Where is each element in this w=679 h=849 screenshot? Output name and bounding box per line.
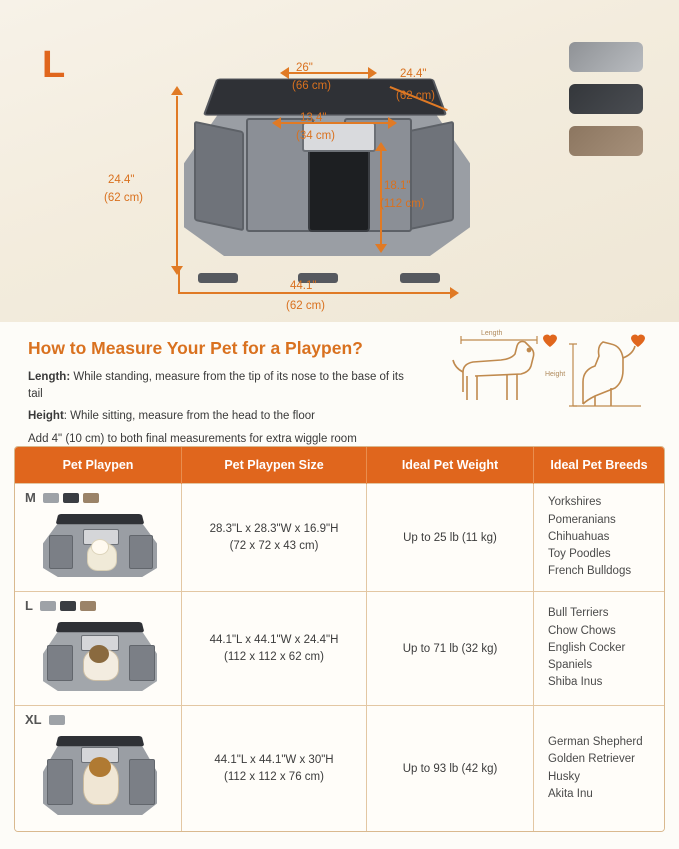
size-cell-xl — [182, 706, 367, 832]
measure-height-label: Height — [28, 410, 64, 423]
table-header-row — [15, 447, 664, 484]
product-head-l — [25, 598, 175, 613]
dim-height-metric: (62 cm) — [104, 192, 143, 204]
measure-length-line — [28, 369, 408, 402]
measure-height-line — [28, 408, 408, 425]
playpen-mesh-panel-left — [194, 121, 244, 232]
size-imperial-xl: 44.1"L x 44.1"W x 30"H — [214, 753, 334, 766]
size-metric-l: (112 x 112 x 62 cm) — [224, 650, 324, 663]
measure-section — [0, 322, 679, 446]
dim-arrow-down — [375, 244, 387, 253]
measure-title: How to Measure Your Pet for a Playpen? — [28, 338, 363, 358]
mini-swatch-grey[interactable] — [43, 493, 59, 503]
breed-item: Pomeranians — [548, 513, 616, 526]
dim-door-height-metric: (112 cm) — [380, 198, 425, 210]
product-image-xl — [39, 731, 161, 823]
dim-arrow-up — [375, 142, 387, 151]
weight-cell-l: Up to 71 lb (32 kg) — [367, 592, 534, 706]
breed-item: Golden Retriever — [548, 753, 635, 766]
swatch-grey[interactable] — [569, 42, 643, 72]
breed-item: Spaniels — [548, 659, 593, 672]
size-imperial-m: 28.3"L x 28.3"W x 16.9"H — [209, 522, 339, 535]
breed-item: Shiba Inus — [548, 676, 603, 689]
dim-arrow-right — [388, 117, 397, 129]
playpen-illustration — [168, 62, 488, 277]
table-row — [15, 484, 664, 592]
mini-swatch-dark[interactable] — [63, 493, 79, 503]
dim-arrow-right — [368, 67, 377, 79]
table-header-size: Pet Playpen Size — [182, 447, 367, 484]
breed-item: Akita Inu — [548, 787, 593, 800]
product-size-label-m: M — [25, 490, 36, 505]
color-swatch-list — [569, 42, 643, 156]
comparison-table — [14, 446, 665, 832]
product-cell-m — [15, 484, 182, 592]
breed-item: Husky — [548, 770, 580, 783]
dim-line-door-width — [280, 122, 390, 124]
breed-item: Bull Terriers — [548, 607, 609, 620]
svg-text:Height: Height — [545, 371, 566, 378]
measure-length-text: While standing, measure from the tip of its nose to the base of its tail — [28, 371, 404, 400]
measure-height-text: : While sitting, measure from the head to the floor — [63, 410, 315, 423]
breed-item: Chihuahuas — [548, 530, 610, 543]
dim-arrow-up — [171, 86, 183, 95]
dim-base-width: 44.1" — [290, 280, 317, 292]
mini-swatch-dark[interactable] — [60, 601, 76, 611]
dim-door-height: 18.1" — [384, 180, 411, 192]
product-size-label-l: L — [25, 598, 33, 613]
size-imperial-l: 44.1"L x 44.1"W x 24.4"H — [209, 633, 339, 646]
dim-top-width-metric: (66 cm) — [292, 80, 331, 92]
product-image-l — [39, 617, 161, 697]
hero-size-letter: L — [42, 44, 66, 86]
mini-swatch-brown[interactable] — [83, 493, 99, 503]
size-cell-m — [182, 484, 367, 592]
dim-top-width: 26" — [296, 62, 313, 74]
breeds-cell-xl — [534, 706, 665, 832]
hero-section — [0, 0, 679, 322]
breed-item: English Cocker — [548, 641, 626, 654]
size-metric-m: (72 x 72 x 43 cm) — [229, 539, 319, 552]
breed-item: Yorkshires — [548, 496, 602, 509]
table-header-playpen: Pet Playpen — [15, 447, 182, 484]
swatch-dark-grey[interactable] — [569, 84, 643, 114]
size-metric-xl: (112 x 112 x 76 cm) — [224, 770, 324, 783]
mini-swatch-brown[interactable] — [80, 601, 96, 611]
product-head-m — [25, 490, 175, 505]
dim-base-width-metric: (62 cm) — [286, 300, 325, 312]
weight-cell-m: Up to 25 lb (11 kg) — [367, 484, 534, 592]
dim-arrow-right — [450, 287, 459, 299]
mini-swatch-grey[interactable] — [49, 715, 65, 725]
breed-item: Toy Poodles — [548, 548, 611, 561]
table-row — [15, 592, 664, 706]
measure-extra-line: Add 4" (10 cm) to both final measurements for extra wiggle room — [28, 433, 357, 446]
dim-top-depth: 24.4" — [400, 68, 427, 80]
playpen-foot — [400, 273, 440, 283]
product-cell-xl — [15, 706, 182, 832]
svg-text:Length: Length — [481, 330, 503, 337]
size-cell-l — [182, 592, 367, 706]
product-size-label-xl: XL — [25, 712, 42, 727]
dim-tick-left — [178, 268, 180, 294]
table-row — [15, 706, 664, 832]
product-head-xl — [25, 712, 175, 727]
product-image-m — [39, 509, 161, 583]
breeds-cell-m — [534, 484, 665, 592]
table-header-breeds: Ideal Pet Breeds — [534, 447, 665, 484]
dim-door-width-metric: (34 cm) — [296, 130, 335, 142]
mini-swatch-grey[interactable] — [40, 601, 56, 611]
mini-swatches-xl — [49, 715, 65, 725]
dim-arrow-left — [280, 67, 289, 79]
dog-measure-diagram-icon — [445, 326, 653, 422]
measure-diagrams — [445, 326, 653, 422]
measure-length-label: Length: — [28, 371, 71, 383]
dim-door-width: 13.4" — [300, 112, 327, 124]
playpen-foot — [198, 273, 238, 283]
dim-height: 24.4" — [108, 174, 135, 186]
dim-arrow-down — [171, 266, 183, 275]
table-header-weight: Ideal Pet Weight — [367, 447, 534, 484]
breed-item: French Bulldogs — [548, 565, 632, 578]
breeds-cell-l — [534, 592, 665, 706]
breed-item: Chow Chows — [548, 624, 616, 637]
dim-top-depth-metric: (62 cm) — [396, 90, 435, 102]
dim-line-height — [176, 96, 178, 268]
product-cell-l — [15, 592, 182, 706]
dim-arrow-left — [272, 117, 281, 129]
mini-swatches-l — [40, 601, 96, 611]
swatch-brown[interactable] — [569, 126, 643, 156]
mini-swatches-m — [43, 493, 99, 503]
weight-cell-xl: Up to 93 lb (42 kg) — [367, 706, 534, 832]
breed-item: German Shepherd — [548, 736, 643, 748]
